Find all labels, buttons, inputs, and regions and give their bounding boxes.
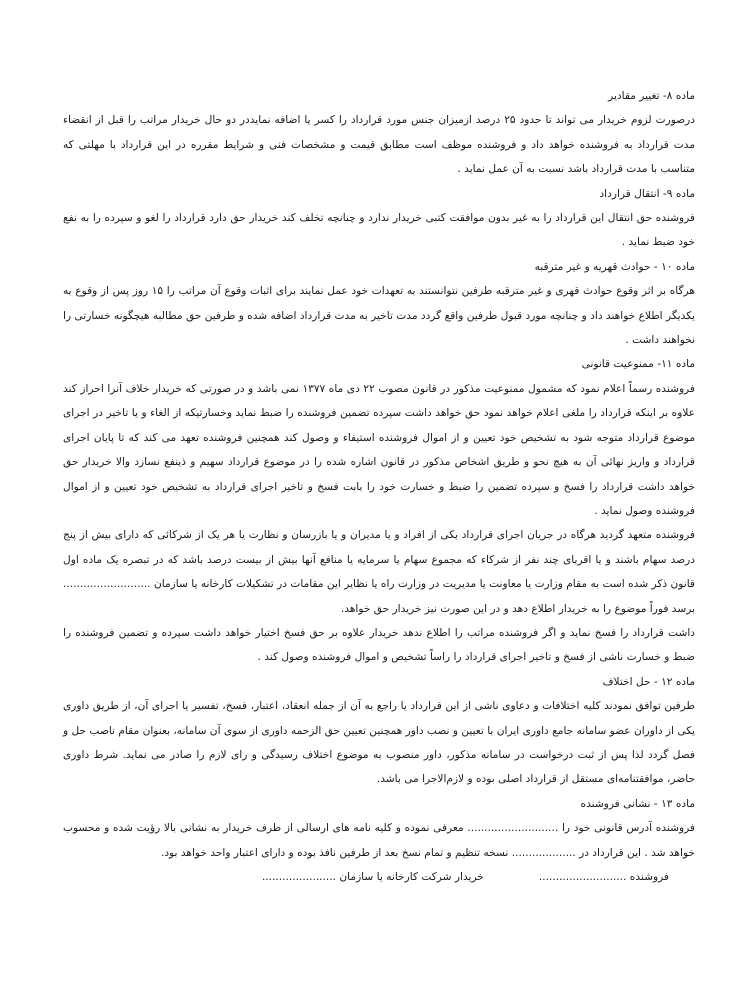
- section-article-11: [63, 352, 695, 669]
- section-article-12: [63, 670, 695, 792]
- article-13-body: فروشنده آدرس قانونی خود را ........................... معرفی نموده و کلیه نامه های ارسالی از طرف خریدار به نشانی بالا رؤیت شده و محسوب خواهد شد . این قرارداد در ................... نسخه تنظیم و تمام نسخ بعد از طرفین نافذ بوده و دارای اعتبار واحد خواهد بود.: [63, 822, 695, 859]
- article-9-body: فروشنده حق انتقال این قرارداد را به غیر بدون موافقت کتبی خریدار ندارد و چنانچه تخلف کند خریدار حق دارد قرارداد را لغو و سپرده را به نفع خود ضبط نماید .: [63, 212, 695, 249]
- signature-row: [63, 865, 695, 889]
- article-11-body-3: داشت قرارداد را فسخ نماید و اگر فروشنده مراتب را اطلاع ندهد خریدار علاوه بر حق فسخ اختیار خواهد داشت سپرده و تضمین فروشنده را ضبط و خسارت ناشی از فسخ و تاخیر اجرای قرارداد را راساً تشخیص و اموال فروشنده وصول کند .: [63, 626, 695, 664]
- article-11-body-1: فروشنده رسماً اعلام نمود که مشمول ممنوعیت مذکور در قانون مصوب ۲۲ دی ماه ۱۳۷۷ نمی باشد و در صورتی که خریدار خلاف آنرا احراز کند علاوه بر اینکه قرارداد را ملغی اعلام خواهد نمود حق خواهد داشت سپرده تضمین فروشنده را ضبط نماید وخسارتیکه از الغاء و یا تاخیر در اجرای موضوع قرارداد متوجه شود به تشخیص خود تعیین و از اموال فروشنده استیفاء و وصول کند همچنین فروشنده تعهد می کند که تا پایان اجرای قرارداد و واریز نهائی آن به هیچ نحو و طریق اشخاص مذکور در قانون اشاره شده را در موضوع قرارداد سهیم و ذینفع نسازد والا خریدار حق خواهد داشت قرارداد را فسخ و سپرده تضمین را ضبط و خسارت خود را بابت فسخ و تاخیر اجرای قرارداد به تشخیص خود تعیین و از اموال فروشنده وصول نماید .: [63, 382, 695, 517]
- article-12-body: طرفین توافق نمودند کلیه اختلافات و دعاوی ناشی از این قرارداد یا راجع به آن از جمله انعقاد، اعتبار، فسخ، تفسیر یا اجرای آن، از طریق داوری یکی از داوران عضو سامانه جامع داوری ایران با تعیین و نصب داور همچنین تعیین حق الزحمه داوری از سوی آن سامانه، بعنوان مقام ناصب حل و فصل گردد لذا پس از ثبت درخواست در سامانه مذکور، داور منصوب به موضوع اختلاف رسیدگی و رای لازم را صادر می نماید. شرط داوری حاضر، موافقتنامه‌ای مستقل از قرارداد اصلی بوده و لازم‌الاجرا می باشد.: [63, 700, 695, 786]
- section-article-9: [63, 182, 695, 255]
- article-9-heading: ماده ۹- انتقال قرارداد: [599, 187, 695, 200]
- section-article-10: [63, 255, 695, 353]
- article-10-heading: ماده ۱۰ - حوادث قهریه و غیر مترقبه: [534, 260, 695, 273]
- section-article-8: [63, 84, 695, 182]
- article-12-heading: ماده ۱۲ - حل اختلاف: [602, 675, 695, 688]
- buyer-signature-line: خریدار شرکت کارخانه یا سازمان ......................: [261, 871, 484, 883]
- article-10-body: هرگاه بر اثر وقوع حوادث قهری و غیر مترقبه طرفین نتوانستند به تعهدات خود عمل نمایند برای اثبات وقوع آن مراتب را ۱۵ روز پس از وقوع به یکدیگر اطلاع خواهند داد و چنانچه مورد قبول طرفین واقع گردد مدت تاخیر به مدت قرارداد اضافه شده و طرفین حق مطالبه هیچگونه خسارتی را نخواهند داشت .: [63, 285, 695, 347]
- article-11-body-2: فروشنده متعهد گردید هرگاه در جریان اجرای قرارداد یکی از افراد و یا مدیران و یا بازرسان و نظارت یا هر یک از شرکائی که دارای بیش از پنج درصد سهام باشند و یا اقربای چند نفر از شرکاء که مجموع سهام یا سرمایه یا منافع آنها بیش از بیست درصد باشد که در تبصره یک ماده اول قانون ذکر شده است به مقام وزارت یا معاونت یا مدیریت در وزارت راه یا نظایر این مقامات در تشکیلات کارخانه یا سازمان .......................... برسد فوراً موضوع را به خریدار اطلاع دهد و در این صورت نیز خریدار حق خواهد.: [63, 529, 695, 615]
- article-13-heading: ماده ۱۳ - نشانی فروشنده: [580, 797, 695, 810]
- article-11-heading: ماده ۱۱- ممنوعیت قانونی: [581, 358, 695, 371]
- article-8-body: درصورت لزوم خریدار می تواند تا حدود ۲۵ درصد ازمیزان جنس مورد قرارداد را کسر یا اضافه نمایددر دو حال خریدار مراتب را قبل از انقضاء مدت قرارداد به فروشنده خواهد داد و فروشنده موظف است مطابق قیمت و مشخصات فنی و شرایط مقرره در این قرارداد با مهلتی که متناسب با مدت قرارداد باشد نسبت به آن عمل نماید .: [63, 114, 696, 176]
- seller-signature-line: فروشنده ..........................: [538, 871, 669, 883]
- article-8-heading: ماده ۸- تغییر مقادیر: [608, 90, 695, 102]
- section-article-13: [63, 792, 695, 865]
- contract-page: [63, 84, 695, 889]
